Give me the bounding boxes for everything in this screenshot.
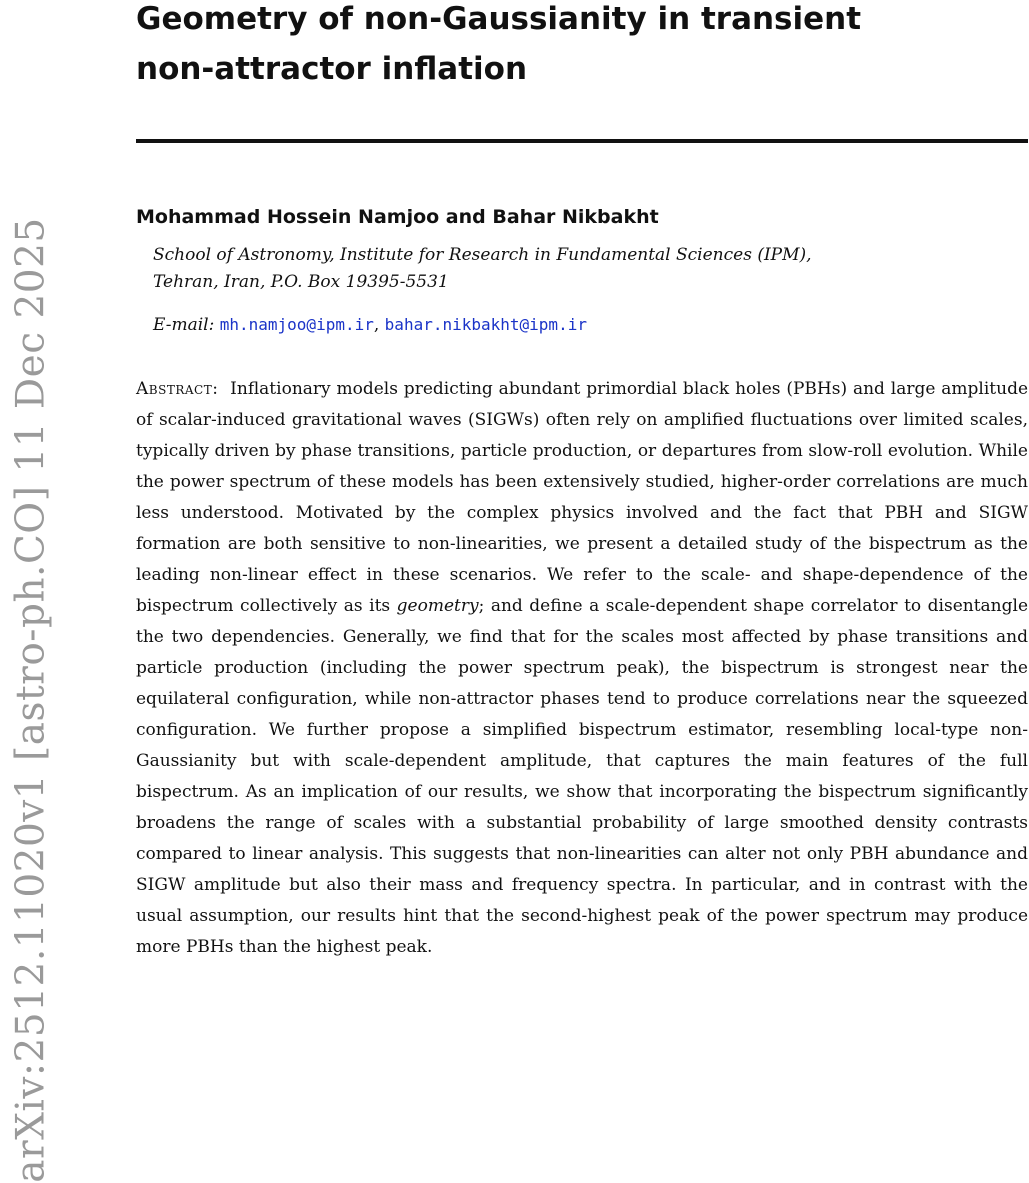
author-list: Mohammad Hossein Namjoo and Bahar Nikbakht bbox=[136, 206, 659, 228]
abstract-label: Abstract: bbox=[136, 379, 219, 399]
affiliation-line-2: Tehran, Iran, P.O. Box 19395-5531 bbox=[153, 272, 449, 292]
affiliation bbox=[153, 242, 812, 296]
title-rule bbox=[136, 139, 1028, 143]
email-separator: , bbox=[373, 315, 380, 335]
paper-title bbox=[136, 0, 1028, 94]
title-line-1: Geometry of non-Gaussianity in transient bbox=[136, 1, 862, 37]
abstract-emphasis: geometry bbox=[396, 596, 479, 616]
title-line-2: non-attractor inflation bbox=[136, 51, 528, 87]
abstract bbox=[136, 374, 1028, 963]
arxiv-identifier-stamp bbox=[0, 0, 62, 1183]
arxiv-stamp-text: arXiv:2512.11020v1 [astro-ph.CO] 11 Dec 2025 bbox=[8, 217, 54, 1183]
affiliation-line-1: School of Astronomy, Institute for Research in Fundamental Sciences (IPM), bbox=[153, 245, 812, 265]
abstract-text-part-1: Inflationary models predicting abundant primordial black holes (PBHs) and large amplitude of scalar-induced gravitational waves (SIGWs) often rely on amplified fluctuations over limited scales, typically driven by phase transitions, particle production, or departures from slow-roll evolution. While the power spectrum of these models has been extensively studied, higher-order correlations are much less understood. Motivated by the complex physics involved and the fact that PBH and SIGW formation are both sensitive to non-linearities, we present a detailed study of the bispectrum as the leading non-linear effect in these scenarios. We refer to the scale- and shape-dependence of the bispectrum collectively as its bbox=[136, 379, 1029, 616]
abstract-text-part-2: ; and define a scale-dependent shape correlator to disentangle the two dependencies. Generally, we find that for the scales most affected by phase transitions and particle production (including the power spectrum peak), the bispectrum is strongest near the equilateral configuration, while non-attractor phases tend to produce correlations near the squeezed configuration. We further propose a simplified bispectrum estimator, resembling local-type non-Gaussianity but with scale-dependent amplitude, that captures the main features of the full bispectrum. As an implication of our results, we show that incorporating the bispectrum significantly broadens the range of scales with a substantial probability of large smoothed density contrasts compared to linear analysis. This suggests that non-linearities can alter not only PBH abundance and SIGW amplitude but also their mass and frequency spectra. In particular, and in contrast with the usual assumption, our results hint that the second-highest peak of the power spectrum may produce more PBHs than the highest peak. bbox=[136, 596, 1029, 957]
email-label: E-mail: bbox=[153, 315, 215, 335]
email-line bbox=[153, 312, 587, 338]
email-link-namjoo[interactable]: mh.namjoo@ipm.ir bbox=[219, 315, 374, 334]
email-link-nikbakht[interactable]: bahar.nikbakht@ipm.ir bbox=[384, 315, 587, 334]
